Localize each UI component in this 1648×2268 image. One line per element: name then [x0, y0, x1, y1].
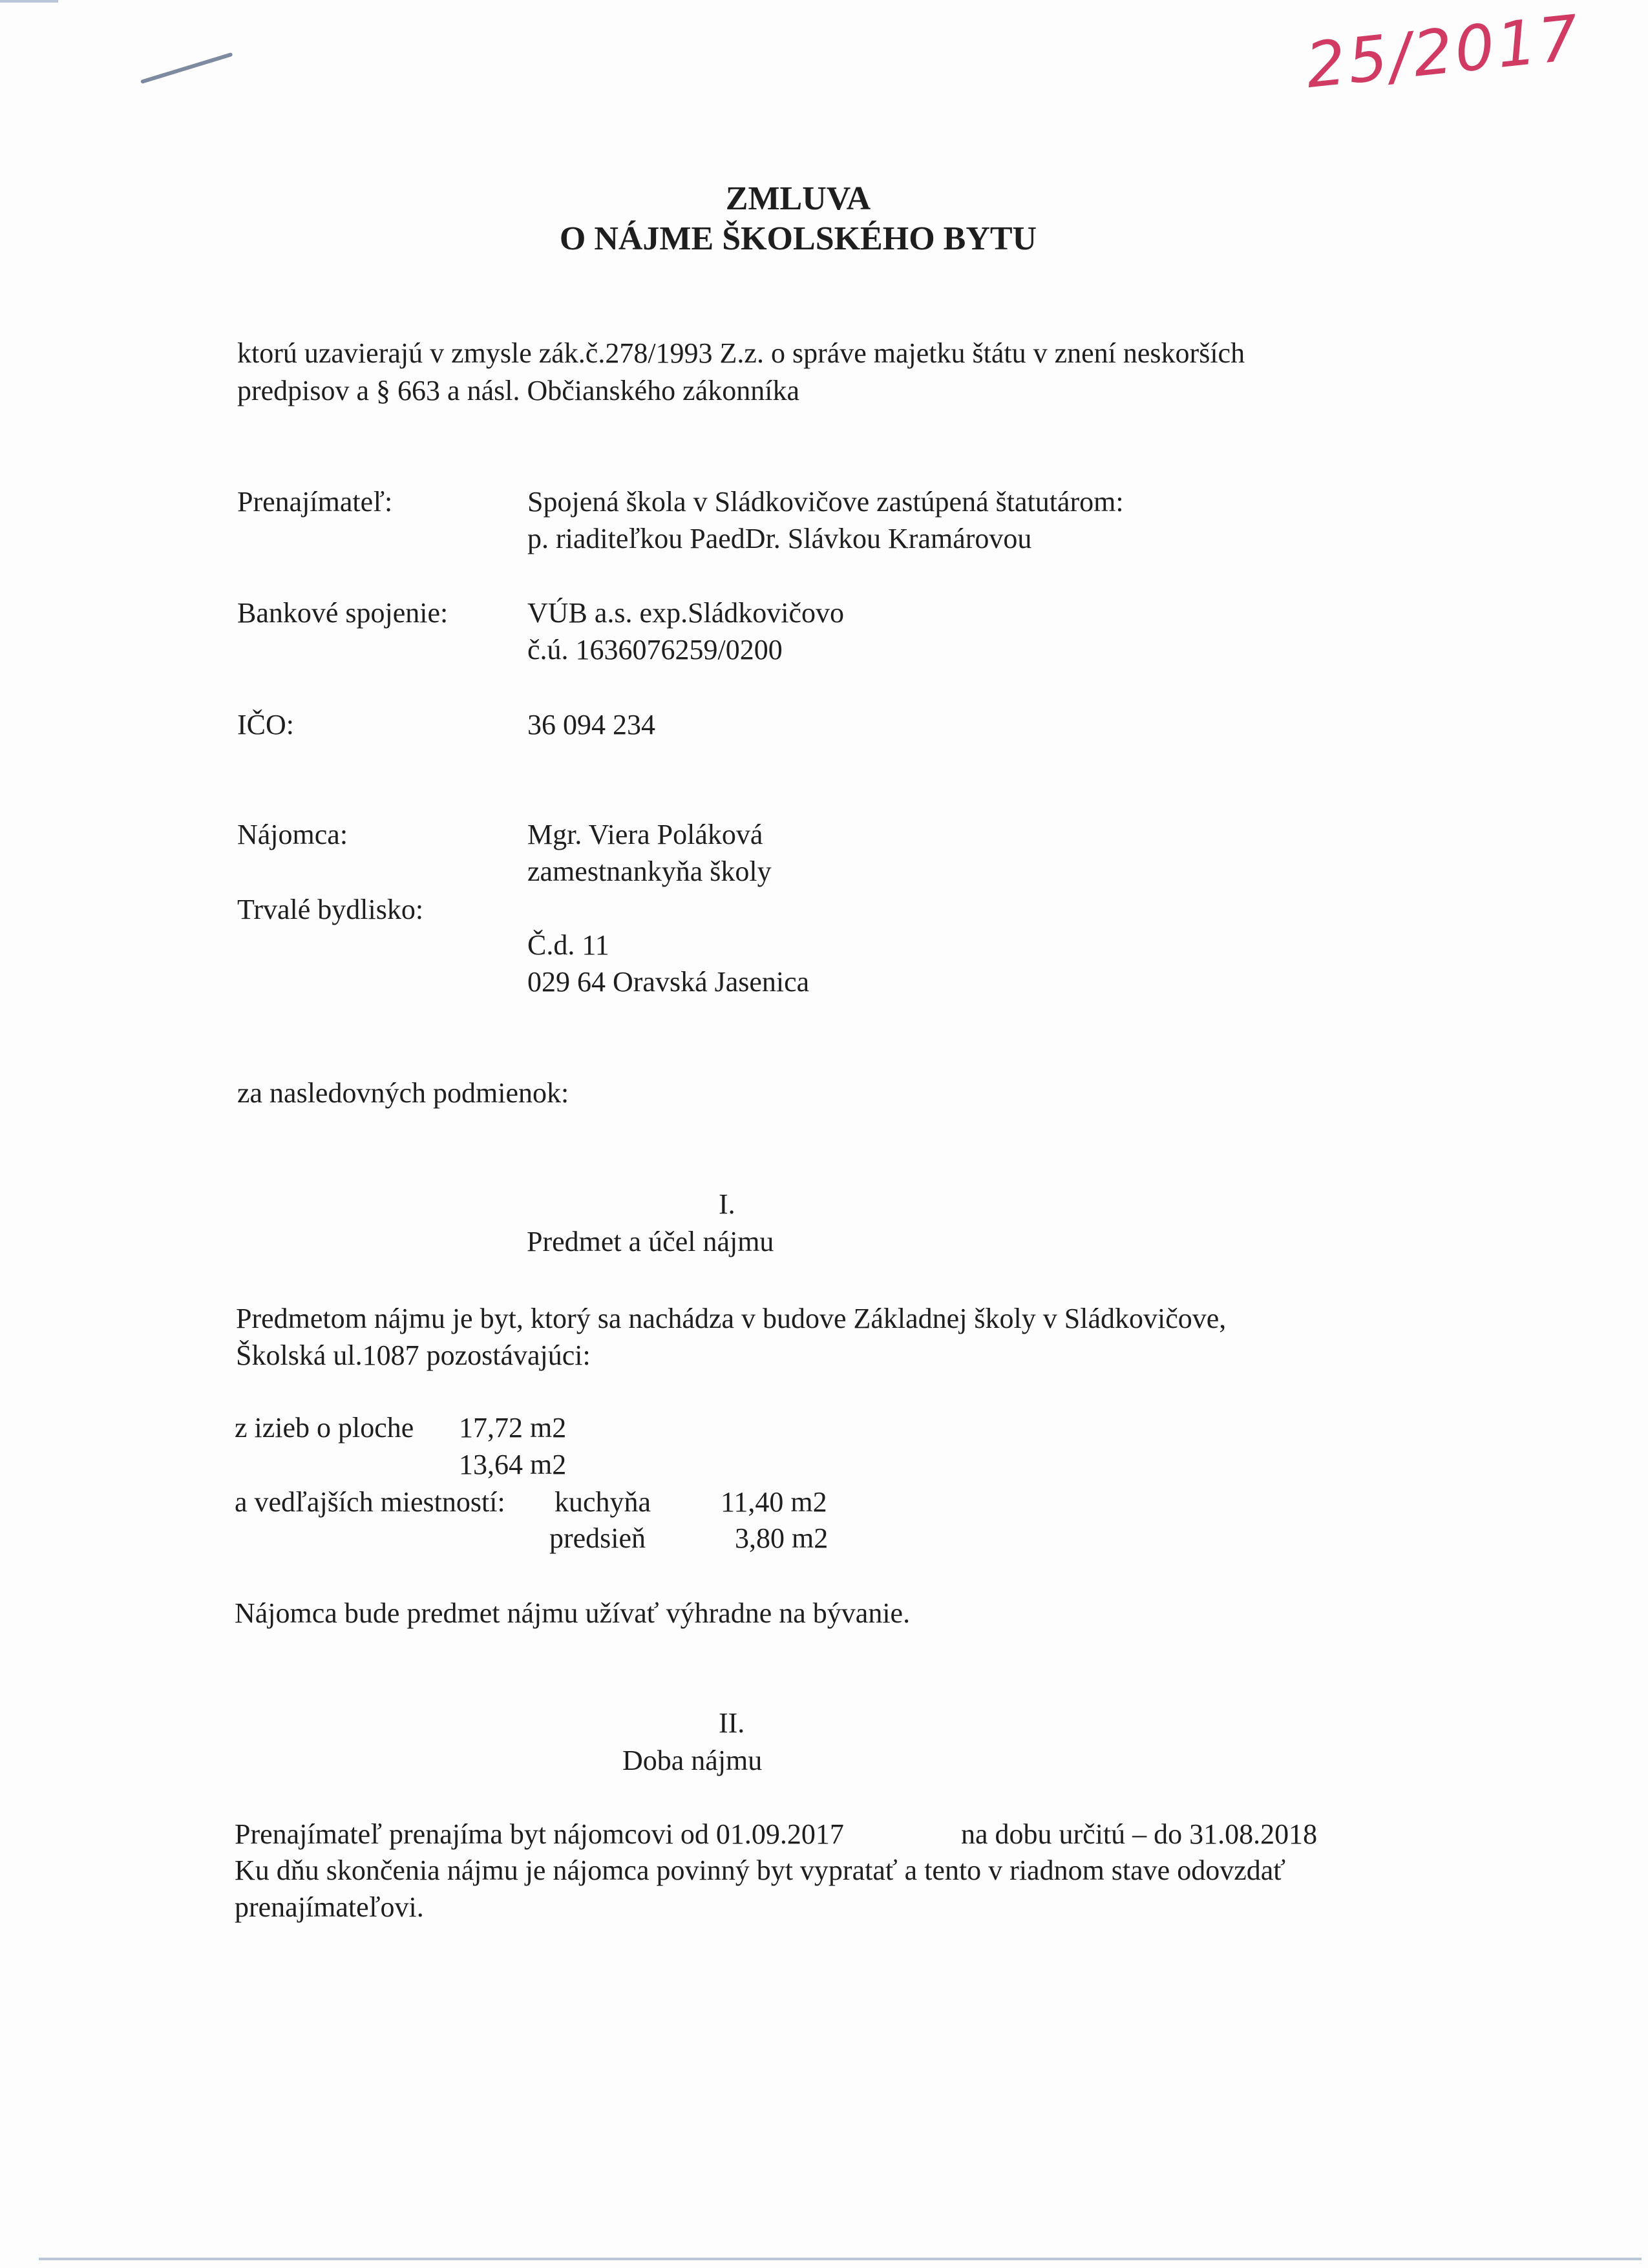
section-heading: Predmet a účel nájmu	[527, 1226, 774, 1257]
scan-edge-bottom	[39, 2258, 1642, 2260]
bank-account: č.ú. 1636076259/0200	[527, 634, 783, 666]
kitchen-area: 11,40 m2	[721, 1486, 827, 1518]
kitchen-label: kuchyňa	[555, 1486, 651, 1518]
landlord-name: Spojená škola v Sládkovičove zastúpená štatutárom:	[527, 486, 1124, 518]
paragraph-line: Predmetom nájmu je byt, ktorý sa nachádza v budove Základnej školy v Sládkovičove,	[236, 1303, 1227, 1334]
tenant-role: zamestnankyňa školy	[527, 856, 772, 887]
landlord-representative: p. riaditeľkou PaedDr. Slávkou Kramárovou	[527, 523, 1032, 554]
document-subtitle: O NÁJME ŠKOLSKÉHO BYTU	[559, 220, 1037, 257]
ico-value: 36 094 234	[527, 709, 655, 740]
residence-house-number: Č.d. 11	[527, 929, 609, 961]
aux-rooms-label: a vedľajších miestností:	[235, 1486, 505, 1518]
lease-period-start: Prenajímateľ prenajíma byt nájomcovi od 01.09.2017	[235, 1818, 844, 1850]
bank-label: Bankové spojenie:	[237, 597, 449, 629]
section-number: I.	[719, 1188, 735, 1220]
ico-label: IČO:	[237, 709, 294, 740]
residence-label: Trvalé bydlisko:	[237, 894, 424, 925]
paragraph-line: Ku dňu skončenia nájmu je nájomca povinný byt vypratať a tento v riadnom stave odovzdať	[235, 1854, 1286, 1886]
landlord-label: Prenajímateľ:	[237, 486, 393, 518]
registry-number: 25/2017	[1302, 1, 1585, 103]
rooms-label: z izieb o ploche	[235, 1412, 414, 1444]
paragraph-line: Školská ul.1087 pozostávajúci:	[236, 1339, 591, 1371]
tenant-label: Nájomca:	[237, 819, 348, 850]
section-number: II.	[719, 1707, 745, 1739]
scan-edge-top	[0, 0, 58, 3]
tenant-name: Mgr. Viera Poláková	[527, 819, 763, 850]
scan-mark	[140, 52, 233, 84]
room-area: 17,72 m2	[459, 1412, 567, 1444]
usage-statement: Nájomca bude predmet nájmu užívať výhradne na bývanie.	[235, 1597, 911, 1629]
document-title: ZMLUVA	[725, 180, 871, 217]
intro-line: predpisov a § 663 a násl. Občianského zákonníka	[237, 375, 799, 406]
intro-line: ktorú uzavierajú v zmysle zák.č.278/1993 Z.z. o správe majetku štátu v znení neskorších	[237, 337, 1245, 369]
hall-label: predsieň	[549, 1522, 646, 1554]
paragraph-line: prenajímateľovi.	[235, 1891, 424, 1923]
lease-period-end: na dobu určitú – do 31.08.2018	[961, 1818, 1318, 1850]
room-area: 13,64 m2	[459, 1449, 567, 1480]
bank-name: VÚB a.s. exp.Sládkovičovo	[527, 597, 845, 629]
section-heading: Doba nájmu	[622, 1745, 763, 1776]
hall-area: 3,80 m2	[735, 1522, 829, 1554]
residence-city: 029 64 Oravská Jasenica	[527, 966, 810, 998]
conditions-intro: za nasledovných podmienok:	[237, 1077, 569, 1109]
